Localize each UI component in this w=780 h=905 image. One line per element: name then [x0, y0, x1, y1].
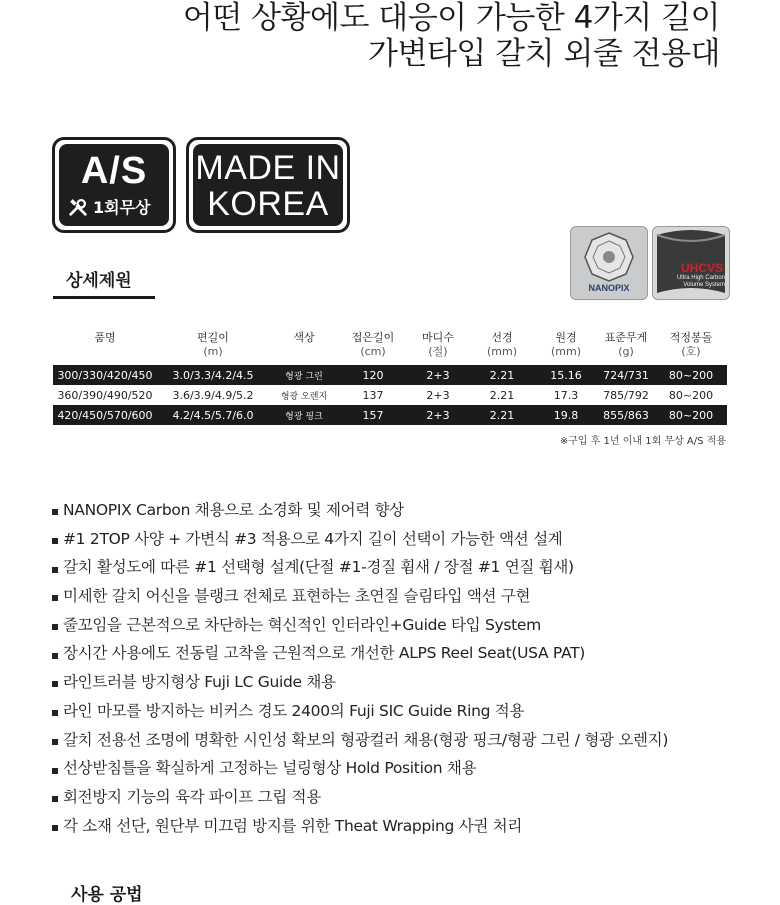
bullet-icon — [52, 653, 58, 659]
spec-cell: 17.3 — [535, 385, 597, 405]
spec-col-header: 적정봉돌 (호) — [669, 331, 713, 358]
spec-cell: 785/792 — [597, 385, 655, 405]
bullet-icon — [52, 796, 58, 802]
made-in-label: MADE IN — [195, 149, 341, 187]
bullet-icon — [52, 538, 58, 544]
as-badge-title: A/S — [80, 150, 148, 192]
spec-cell: 300/330/420/450 — [53, 365, 157, 385]
spec-col-header: 마디수 (절) — [422, 331, 454, 358]
spec-cell: 4.2/4.5/5.7/6.0 — [157, 405, 269, 425]
spec-cell: 형광 그린 — [269, 365, 339, 385]
list-item: 갈치 전용선 조명에 명확한 시인성 확보의 형광컬러 채용(형광 핑크/형광 그린 / 형광 오렌지) — [52, 726, 668, 755]
uhcvs-subtitle: Ultra High Carbon Volume System — [676, 275, 725, 288]
spec-cell: 855/863 — [597, 405, 655, 425]
bullet-icon — [52, 567, 58, 573]
spec-cell: 2+3 — [407, 405, 469, 425]
as-badge — [52, 137, 176, 233]
korea-label: KOREA — [207, 185, 329, 223]
uhcvs-title: UHCVS — [680, 261, 723, 275]
spec-cell: 80~200 — [655, 405, 727, 425]
spec-cell: 19.8 — [535, 405, 597, 425]
spec-cell: 2.21 — [469, 385, 535, 405]
spec-cell: 420/450/570/600 — [53, 405, 157, 425]
spec-cell: 80~200 — [655, 365, 727, 385]
table-row — [53, 365, 727, 385]
spec-cell: 724/731 — [597, 365, 655, 385]
spec-cell: 15.16 — [535, 365, 597, 385]
spec-cell: 2.21 — [469, 365, 535, 385]
spec-header-row — [53, 331, 727, 365]
spec-cell: 형광 오렌지 — [269, 385, 339, 405]
spec-section-title: 상세제원 — [66, 271, 132, 291]
spec-col-header: 색상 — [293, 331, 315, 344]
spec-cell: 2.21 — [469, 405, 535, 425]
spec-cell: 2+3 — [407, 385, 469, 405]
spec-col-header: 품명 — [94, 331, 116, 344]
bullet-icon — [52, 681, 58, 687]
list-item: #1 2TOP 사양 + 가변식 #3 적용으로 4가지 길이 선택이 가능한 액션 설계 — [52, 525, 668, 554]
tools-icon — [67, 196, 89, 218]
list-item: 미세한 갈치 어신을 블랭크 전체로 표현하는 초연질 슬림타입 액션 구현 — [52, 582, 668, 611]
spec-cell: 3.0/3.3/4.2/4.5 — [157, 365, 269, 385]
headline — [183, 0, 720, 72]
as-badge-subtitle: 1회무상 — [93, 198, 151, 217]
headline-line-2: 가변타입 갈치 외줄 전용대 — [368, 36, 720, 72]
bullet-icon — [52, 595, 58, 601]
headline-line-1: 어떤 상황에도 대응이 가능한 4가지 길이 — [182, 0, 720, 36]
feature-list — [52, 496, 668, 840]
bullet-icon — [52, 768, 58, 774]
spec-cell: 2+3 — [407, 365, 469, 385]
spec-col-header: 편길이 (m) — [197, 331, 229, 358]
spec-cell: 157 — [339, 405, 407, 425]
nanopix-label: NANOPIX — [588, 283, 630, 293]
bullet-icon — [52, 624, 58, 630]
bullet-icon — [52, 739, 58, 745]
bullet-icon — [52, 509, 58, 515]
spec-cell: 형광 핑크 — [269, 405, 339, 425]
spec-col-header: 표준무게 (g) — [604, 331, 648, 358]
usage-section-title: 사용 공법 — [71, 885, 143, 905]
spec-cell: 80~200 — [655, 385, 727, 405]
list-item: 선상받침틀을 확실하게 고정하는 널링형상 Hold Position 채용 — [52, 754, 668, 783]
list-item: 갈치 활성도에 따른 #1 선택형 설계(단절 #1-경질 휨새 / 장절 #1 연질 휨새) — [52, 553, 668, 582]
spec-cell: 120 — [339, 365, 407, 385]
as-note: ※구입 후 1년 이내 1회 무상 A/S 적용 — [559, 436, 726, 447]
spec-cell: 137 — [339, 385, 407, 405]
list-item: 줄꼬임을 근본적으로 차단하는 혁신적인 인터라인+Guide 타입 System — [52, 611, 668, 640]
section-underline — [53, 296, 155, 299]
bullet-icon — [52, 710, 58, 716]
spec-col-header: 원경 (mm) — [550, 331, 581, 358]
uhcvs-logo — [652, 226, 730, 300]
list-item: 라인 마모를 방지하는 비커스 경도 2400의 Fuji SIC Guide Ring 적용 — [52, 697, 668, 726]
bullet-icon — [52, 825, 58, 831]
list-item: 장시간 사용에도 전동릴 고착을 근원적으로 개선한 ALPS Reel Seat(USA PAT) — [52, 639, 668, 668]
spec-col-header: 접은길이 (cm) — [351, 331, 395, 358]
nanopix-logo — [570, 226, 648, 300]
list-item: 각 소재 선단, 원단부 미끄럼 방지를 위한 Theat Wrapping 사권 처리 — [52, 812, 668, 841]
table-row — [53, 405, 727, 425]
spec-cell: 360/390/490/520 — [53, 385, 157, 405]
list-item: 라인트러블 방지형상 Fuji LC Guide 채용 — [52, 668, 668, 697]
table-row — [53, 385, 727, 405]
made-in-korea-badge — [186, 137, 350, 233]
spec-cell: 3.6/3.9/4.9/5.2 — [157, 385, 269, 405]
list-item: NANOPIX Carbon 채용으로 소경화 및 제어력 향상 — [52, 496, 668, 525]
list-item: 회전방지 기능의 육각 파이프 그립 적용 — [52, 783, 668, 812]
spec-table — [53, 331, 727, 425]
spec-col-header: 선경 (mm) — [486, 331, 517, 358]
